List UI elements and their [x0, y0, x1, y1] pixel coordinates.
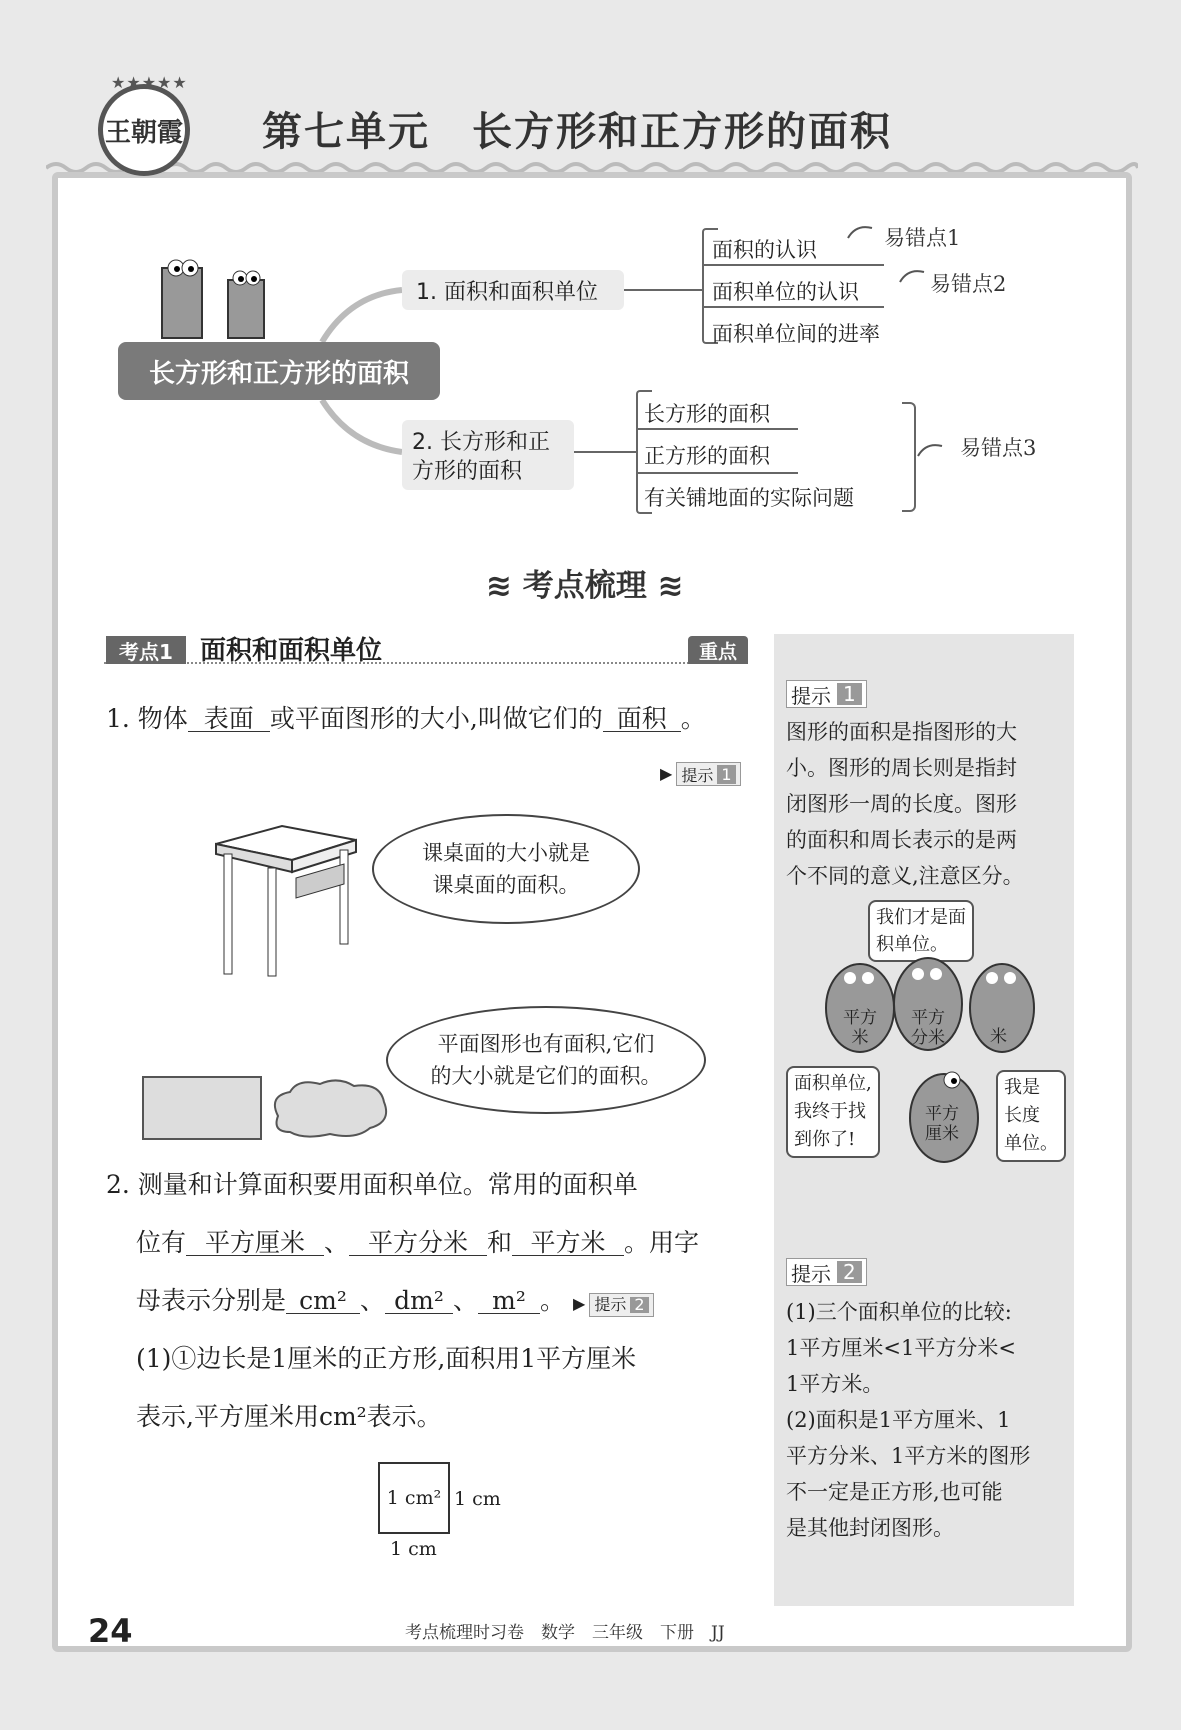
branch-2-right-brace [902, 402, 916, 512]
key-point-badge: 重点 [688, 636, 748, 664]
error-point-1: 易错点1 [884, 226, 961, 250]
error-point-2: 易错点2 [930, 272, 1007, 296]
leaf-divider [704, 306, 884, 308]
tip2-line: 是其他封闭图形。 [786, 1516, 954, 1540]
leaf-square-area: 正方形的面积 [644, 444, 770, 468]
cloud-shape [268, 1076, 392, 1140]
hint-number: 1 [717, 765, 735, 784]
speech-bubble-desk [372, 814, 640, 924]
hint-tag [589, 1293, 653, 1317]
tip-1-header [786, 680, 867, 708]
branch-2-line-2: 方形的面积 [412, 459, 523, 484]
q2-hint-ref[interactable] [573, 1294, 654, 1313]
question-2-sub1-line1: (1)①边长是1厘米的正方形,面积用1平方厘米 [136, 1344, 637, 1373]
leaf-area-concept: 面积的认识 [712, 238, 817, 262]
mindmap-branch-1: 1. 面积和面积单位 [402, 270, 624, 310]
bubble1-line2: 课桌面的面积。 [432, 873, 580, 897]
q2-sym-cm: cm² [286, 1288, 360, 1314]
q2-sym-dm: dm² [385, 1288, 453, 1314]
mindmap-branch-2 [402, 420, 574, 490]
cartoon-top-l1: 我们才是面 [876, 907, 966, 928]
hint-number: 2 [630, 1297, 648, 1313]
tip2-line: 不一定是正方形,也可能 [786, 1480, 1003, 1504]
tip1-line: 小。图形的周长则是指封 [786, 756, 1017, 780]
tip-label: 提示 [791, 683, 831, 708]
leaf-floor-problem: 有关铺地面的实际问题 [644, 486, 854, 510]
triangle-right-icon: ▶ [573, 1294, 586, 1313]
triangle-right-icon: ▶ [660, 763, 673, 783]
q2-blank-cm: 平方厘米 [186, 1230, 324, 1256]
tip1-line: 个不同的意义,注意区分。 [786, 864, 1024, 888]
tip1-line: 图形的面积是指图形的大 [786, 720, 1017, 744]
tip1-line: 的面积和周长表示的是两 [786, 828, 1017, 852]
unit-square-side: 1 cm [454, 1488, 501, 1510]
footer-text: 考点梳理时习卷 数学 三年级 下册 JJ [405, 1623, 725, 1643]
char-label-sq-dm: 平方分米 [911, 1008, 945, 1048]
q1-end: 。 [680, 704, 706, 733]
section-title: ≋ 考点梳理 ≋ [486, 568, 684, 604]
tip-label: 提示 [791, 1261, 831, 1286]
tip2-line: 1平方米。 [786, 1372, 884, 1396]
q2-sep: 、 [453, 1286, 479, 1315]
q2-blank-m: 平方米 [512, 1230, 624, 1256]
left-bubble-line: 面积单位, [794, 1073, 872, 1094]
hint-tag [676, 762, 740, 786]
q2-sym-m: m² [478, 1288, 540, 1314]
q1-middle: 或平面图形的大小,叫做它们的 [269, 704, 603, 733]
right-bubble-line: 单位。 [1004, 1133, 1058, 1154]
error-point-3: 易错点3 [960, 436, 1037, 460]
char-label-sq-cm: 平方厘米 [925, 1104, 959, 1144]
q1-blank-area: 面积 [603, 706, 681, 732]
cartoon-top-l2: 积单位。 [876, 934, 948, 955]
left-bubble-line: 我终于找 [794, 1101, 866, 1122]
tip-2-header [786, 1258, 867, 1286]
desk-illustration [212, 822, 362, 978]
leaf-rect-area: 长方形的面积 [644, 402, 770, 426]
leaf-divider [638, 472, 798, 474]
right-bubble-line: 我是 [1004, 1077, 1040, 1098]
tip-number: 1 [837, 683, 862, 705]
question-2-line-2 [136, 1230, 699, 1256]
hint-label: 提示 [594, 1294, 627, 1314]
q1-blank-surface: 表面 [188, 706, 270, 732]
bubble2-line1: 平面图形也有面积,它们 [437, 1032, 655, 1056]
question-1 [106, 706, 706, 732]
tip2-line: (2)面积是1平方厘米、1 [786, 1408, 1011, 1432]
q2-l3-prefix: 母表示分别是 [136, 1286, 287, 1315]
q2-sep: 、 [360, 1286, 386, 1315]
q2-sep: 、 [324, 1228, 350, 1257]
tip2-line: 1平方厘米<1平方分米< [786, 1336, 1016, 1360]
bubble1-line1: 课桌面的大小就是 [422, 841, 590, 865]
right-bubble-line: 长度 [1004, 1105, 1040, 1126]
unit-square: 1 cm² [378, 1462, 450, 1534]
hint-label: 提示 [681, 765, 714, 785]
tip1-line: 闭图形一周的长度。图形 [786, 792, 1017, 816]
page-number: 24 [88, 1612, 133, 1650]
tip-2-text [786, 1294, 1066, 1546]
rectangle-shape [142, 1076, 262, 1140]
q1-prefix: 1. 物体 [106, 704, 188, 733]
q1-hint-ref[interactable] [660, 762, 741, 786]
q2-end: 。用字 [624, 1228, 700, 1257]
bubble2-line2: 的大小就是它们的面积。 [430, 1064, 662, 1088]
q2-l3-end: 。 [540, 1286, 566, 1315]
cartoon-right-bubble [996, 1070, 1066, 1162]
logo-stars-icon: ★★★★★ [111, 73, 188, 92]
question-2-sub1-line2: 表示,平方厘米用cm²表示。 [136, 1402, 442, 1431]
q2-prefix: 位有 [136, 1228, 187, 1257]
section-title-text: 考点梳理 [522, 568, 647, 604]
pencil-mascots-icon [140, 250, 300, 350]
unit-title: 第七单元 长方形和正方形的面积 [262, 109, 892, 155]
leaf-unit-rate: 面积单位间的进率 [712, 322, 880, 346]
q2-blank-dm: 平方分米 [349, 1230, 487, 1256]
q2-and: 和 [487, 1228, 513, 1257]
question-2-line-3 [136, 1288, 654, 1317]
leaf-divider [704, 264, 884, 266]
speech-bubble-shapes [386, 1006, 706, 1114]
leaf-area-unit: 面积单位的认识 [712, 280, 859, 304]
tip2-line: (1)三个面积单位的比较: [786, 1300, 1012, 1324]
branch-2-line-1: 2. 长方形和正 [412, 430, 550, 455]
tip2-line: 平方分米、1平方米的图形 [786, 1444, 1031, 1468]
cartoon-left-bubble [786, 1066, 880, 1158]
logo-text: 王朝霞 [104, 117, 183, 148]
char-label-sq-m: 平方米 [843, 1008, 877, 1048]
tip-1-text [786, 714, 1066, 894]
kaodian-tag: 考点1 [106, 636, 186, 664]
left-bubble-line: 到你了! [794, 1129, 856, 1150]
tip-number: 2 [837, 1261, 862, 1283]
unit-square-bottom: 1 cm [390, 1538, 437, 1560]
question-2-line-1: 2. 测量和计算面积要用面积单位。常用的面积单 [106, 1170, 638, 1199]
leaf-divider [638, 428, 798, 430]
mindmap-root: 长方形和正方形的面积 [118, 342, 440, 400]
kaodian-title: 面积和面积单位 [200, 636, 383, 666]
char-label-m: 米 [990, 1027, 1007, 1047]
